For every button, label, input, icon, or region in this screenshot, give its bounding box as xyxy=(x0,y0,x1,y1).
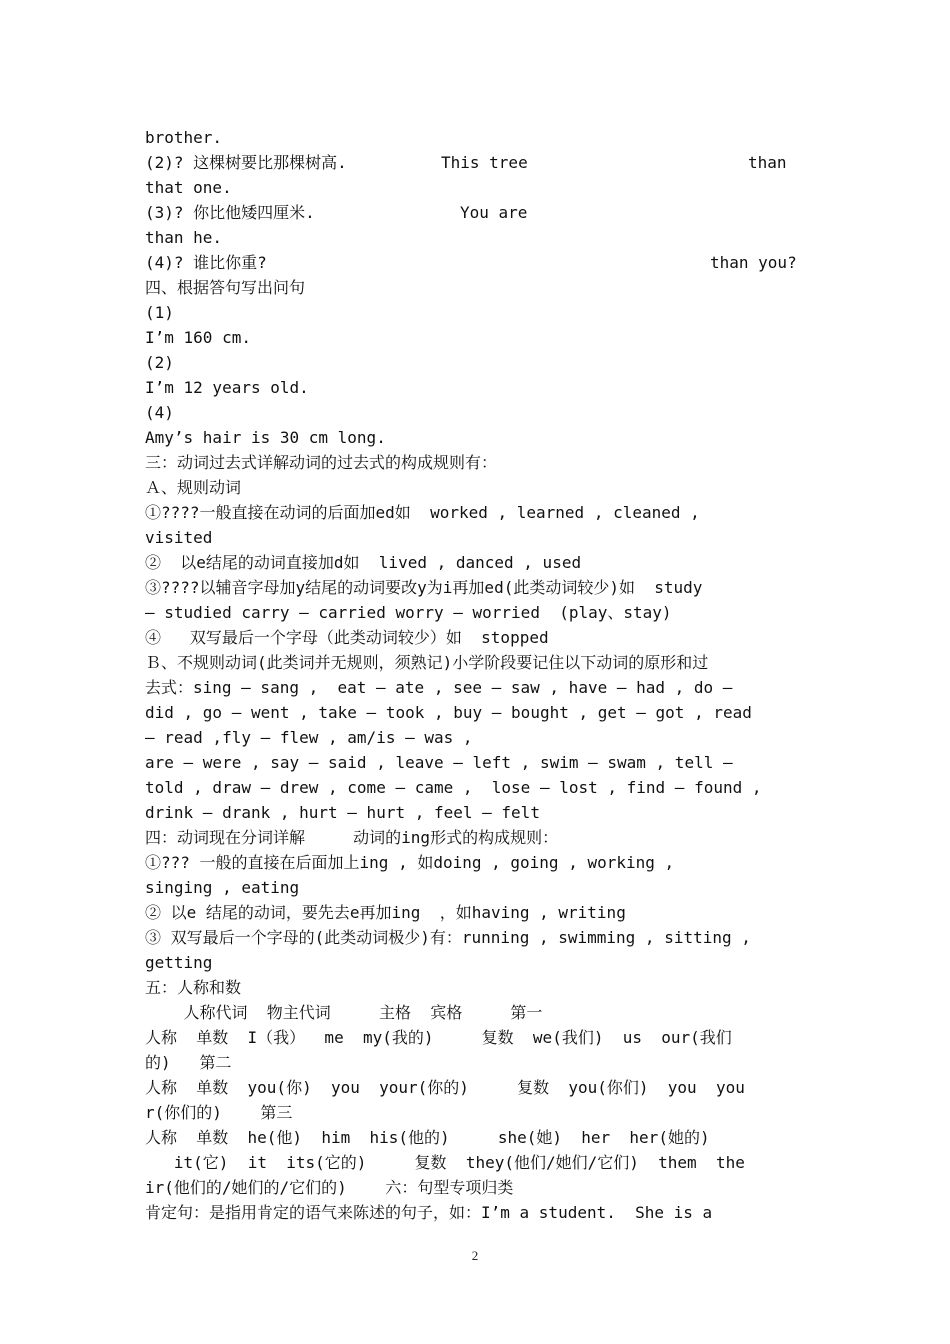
text-line: drink – drank , hurt – hurt , feel – felt xyxy=(145,803,540,822)
text-line: – read ,fly – flew , am/is – was , xyxy=(145,728,473,747)
page-number: 2 xyxy=(471,1248,479,1263)
section-heading: 三：动词过去式详解动词的过去式的构成规则有： xyxy=(145,453,498,472)
text-line: than he. xyxy=(145,228,223,247)
text-line: Amy’s hair is 30 cm long. xyxy=(145,428,386,447)
text-line: told , draw – drew , come – came , lose – lost , find – found , xyxy=(145,778,762,797)
answer-fragment: You are xyxy=(460,203,528,222)
text-line: that one. xyxy=(145,178,232,197)
question-text: (4)? 谁比你重? xyxy=(145,253,267,272)
text-line: did , go – went , take – took , buy – bought , get – got , read xyxy=(145,703,752,722)
subsection-heading: Ａ、规则动词 xyxy=(145,478,242,497)
text-line: ③????以辅音字母加y结尾的动词要改y为i再加ed(此类动词较少)如 study xyxy=(145,578,703,597)
section-heading: 四：动词现在分词详解 动词的ing形式的构成规则： xyxy=(145,828,559,847)
text-line: 肯定句：是指用肯定的语气来陈述的句子，如：I’m a student. She is a xyxy=(145,1203,713,1222)
text-line: (4) xyxy=(145,403,174,422)
text-line: singing , eating xyxy=(145,878,300,897)
text-line: visited xyxy=(145,528,213,547)
text-line: (1) xyxy=(145,303,174,322)
text-line: getting xyxy=(145,953,213,972)
text-line: I’m 12 years old. xyxy=(145,378,309,397)
section-heading: 四、根据答句写出问句 xyxy=(145,278,306,297)
text-line: it(它) it its(它的) 复数 they(他们/她们/它们) them the xyxy=(145,1153,745,1172)
text-line xyxy=(145,150,815,175)
text-line: brother. xyxy=(145,128,223,147)
answer-fragment: than xyxy=(748,153,787,172)
text-line: 人称 单数 I（我） me my(我的) 复数 we(我们) us our(我们 xyxy=(145,1028,732,1047)
question-text: (3)? 你比他矮四厘米. xyxy=(145,203,315,222)
answer-fragment: This tree xyxy=(441,153,528,172)
answer-fragment: than you? xyxy=(710,253,797,272)
text-line: 人称代词 物主代词 主格 宾格 第一 xyxy=(145,1003,543,1022)
text-line: r(你们的) 第三 xyxy=(145,1103,293,1122)
subsection-heading: Ｂ、不规则动词(此类词并无规则，须熟记)小学阶段要记住以下动词的原形和过 xyxy=(145,653,709,672)
text-line: 人称 单数 he(他) him his(他的) she(她) her her(她的) xyxy=(145,1128,710,1147)
text-line: 去式：sing – sang , eat – ate , see – saw , have – had , do – xyxy=(145,678,733,697)
text-line: I’m 160 cm. xyxy=(145,328,251,347)
text-line: ② 以e 结尾的动词，要先去e再加ing ，如having , writing xyxy=(145,903,626,922)
text-line: 人称 单数 you(你) you your(你的) 复数 you(你们) you you xyxy=(145,1078,745,1097)
text-line: ir(他们的/她们的/它们的) 六：句型专项归类 xyxy=(145,1178,514,1197)
text-line: – studied carry – carried worry – worried (play、stay) xyxy=(145,603,672,622)
text-line: ①????一般直接在动词的后面加ed如 worked , learned , cleaned , xyxy=(145,503,700,522)
text-line: ② 以e结尾的动词直接加d如 lived , danced , used xyxy=(145,553,582,572)
text-line: 的) 第二 xyxy=(145,1053,232,1072)
text-line: ④ 双写最后一个字母（此类动词较少）如 stopped xyxy=(145,628,549,647)
text-line: ③ 双写最后一个字母的(此类动词极少)有：running , swimming , sitting , xyxy=(145,928,751,947)
text-line xyxy=(145,250,815,275)
text-line: are – were , say – said , leave – left , swim – swam , tell – xyxy=(145,753,733,772)
section-heading: 五：人称和数 xyxy=(145,978,242,997)
question-text: (2)? 这棵树要比那棵树高. xyxy=(145,153,347,172)
text-line: ①??? 一般的直接在后面加上ing , 如doing , going , working , xyxy=(145,853,675,872)
text-line xyxy=(145,200,815,225)
text-line: (2) xyxy=(145,353,174,372)
